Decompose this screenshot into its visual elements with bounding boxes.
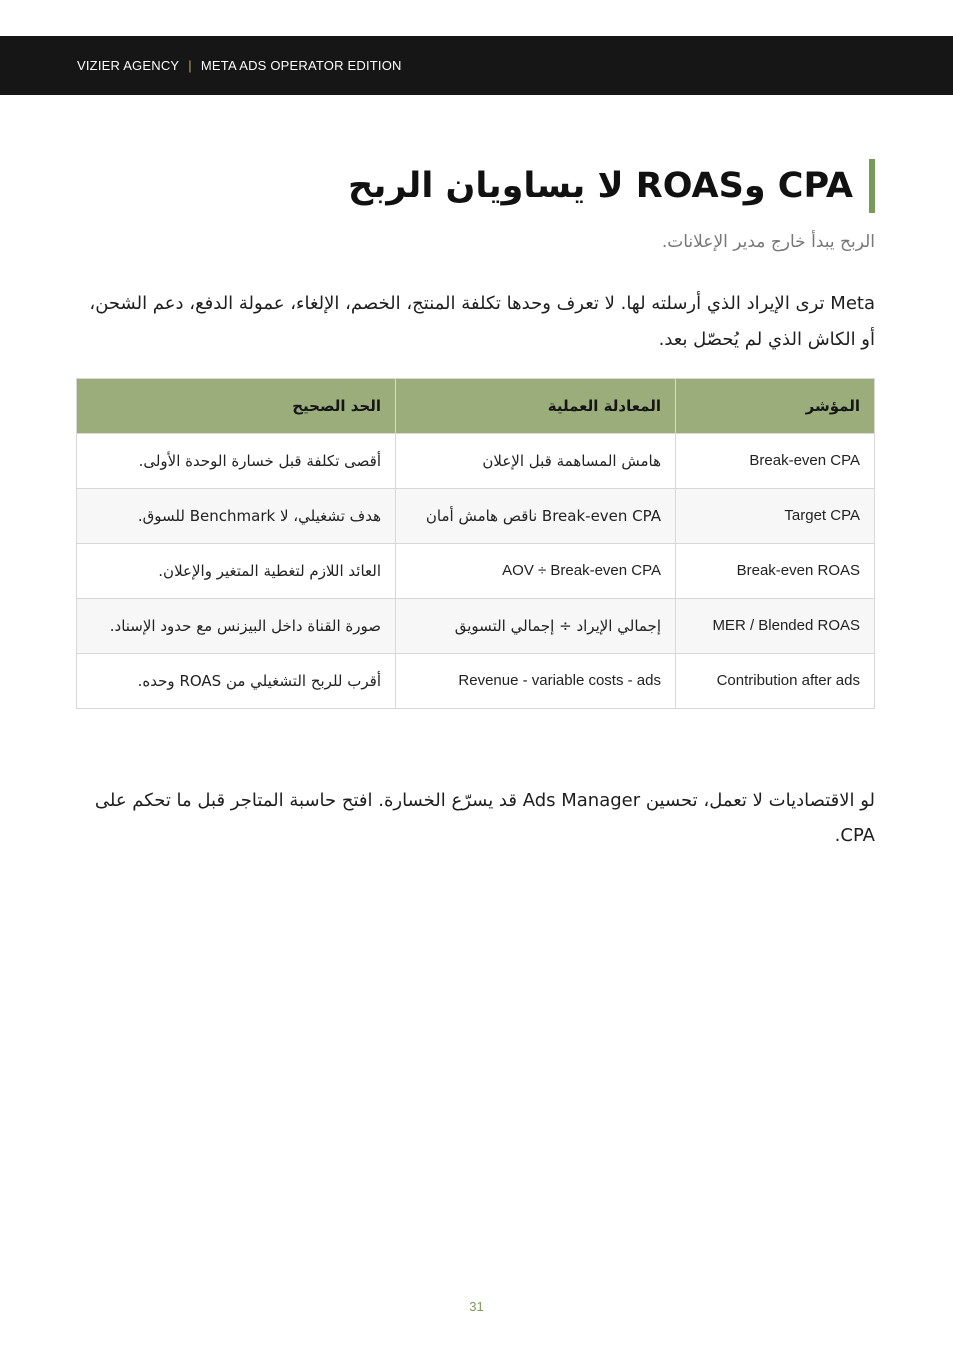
column-header-limit: الحد الصحيح (77, 379, 396, 434)
page-title-block (77, 158, 875, 214)
limit-cell: أقرب للربح التشغيلي من ROAS وحده. (77, 654, 396, 709)
header-separator: | (188, 58, 192, 73)
page-subtitle: الربح يبدأ خارج مدير الإعلانات. (661, 232, 875, 252)
table-row (77, 434, 875, 489)
intro-paragraph: Meta ترى الإيراد الذي أرسلته لها. لا تعرف وحدها تكلفة المنتج، الخصم، الإلغاء، عمولة الدفع، دعم الشحن، أو الكاش الذي لم يُحصّل بعد. (89, 293, 875, 350)
table-row (77, 599, 875, 654)
edition-label: META ADS OPERATOR EDITION (200, 58, 402, 73)
page-title: CPA وROAS لا يساويان الربح (348, 166, 853, 206)
formula-cell: إجمالي الإيراد ÷ إجمالي التسويق (396, 599, 676, 654)
brand-name: VIZIER AGENCY (77, 58, 180, 73)
formula-cell: هامش المساهمة قبل الإعلان (396, 434, 676, 489)
metric-cell: Break-even ROAS (676, 544, 875, 599)
metric-cell: Target CPA (676, 489, 875, 544)
limit-cell: صورة القناة داخل البيزنس مع حدود الإسناد. (77, 599, 396, 654)
formula-cell: Revenue - variable costs - ads (396, 654, 676, 709)
page-number: 31 (469, 1299, 484, 1314)
metric-cell: Break-even CPA (676, 434, 875, 489)
column-header-metric: المؤشر (676, 379, 875, 434)
title-accent-bar (869, 159, 875, 213)
limit-cell: العائد اللازم لتغطية المتغير والإعلان. (77, 544, 396, 599)
metrics-table (76, 378, 875, 709)
table-row (77, 489, 875, 544)
formula-cell: Break-even CPA ناقص هامش أمان (396, 489, 676, 544)
table-row (77, 654, 875, 709)
outro-paragraph: لو الاقتصاديات لا تعمل، تحسين Ads Manager قد يسرّع الخسارة. افتح حاسبة المتاجر قبل ما تحكم على CPA. (94, 790, 875, 846)
limit-cell: أقصى تكلفة قبل خسارة الوحدة الأولى. (77, 434, 396, 489)
metrics-table-container (77, 378, 875, 709)
metric-cell: Contribution after ads (676, 654, 875, 709)
metric-cell: MER / Blended ROAS (676, 599, 875, 654)
table-header-row (77, 379, 875, 434)
table-row (77, 544, 875, 599)
top-header-bar (0, 36, 953, 95)
formula-cell: AOV ÷ Break-even CPA (396, 544, 676, 599)
column-header-formula: المعادلة العملية (396, 379, 676, 434)
limit-cell: هدف تشغيلي، لا Benchmark للسوق. (77, 489, 396, 544)
